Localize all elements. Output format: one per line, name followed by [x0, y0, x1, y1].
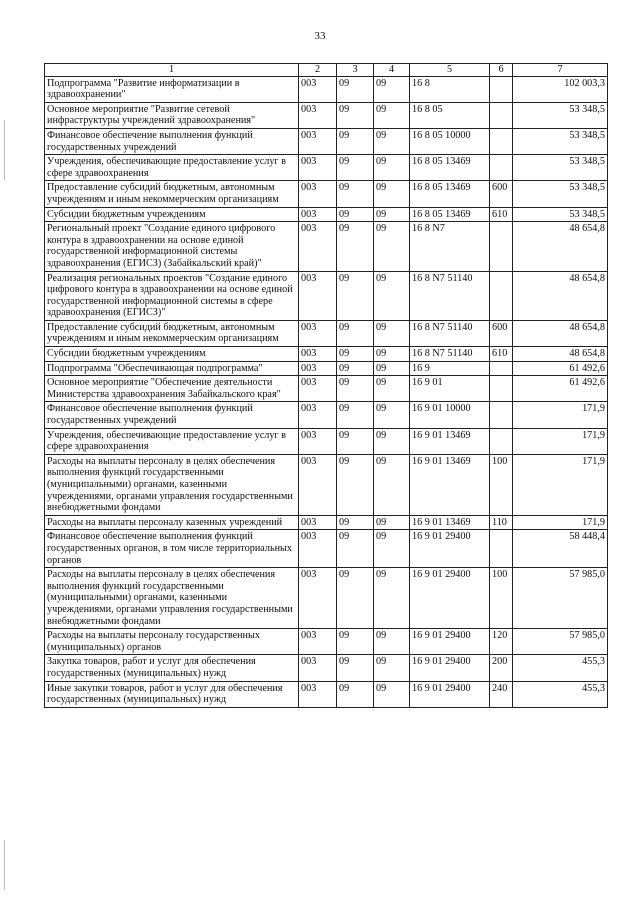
row-name-cell: Финансовое обеспечение выполнения функций государственных органов, в том числе территориальных органов	[45, 530, 299, 568]
code-cell: 003	[299, 222, 337, 271]
expense-type-cell: 600	[490, 320, 513, 346]
target-article-cell: 16 8	[410, 76, 490, 102]
expense-type-cell	[490, 222, 513, 271]
subsection-cell: 09	[374, 207, 410, 222]
column-header: 1	[45, 64, 299, 77]
subsection-cell: 09	[374, 454, 410, 515]
code-cell: 003	[299, 155, 337, 181]
expense-type-cell	[490, 271, 513, 320]
section-cell: 09	[337, 155, 374, 181]
target-article-cell: 16 9 01 29400	[410, 530, 490, 568]
target-article-cell: 16 8 05 13469	[410, 181, 490, 207]
table-row	[45, 402, 608, 428]
amount-cell: 171,9	[513, 428, 608, 454]
row-name-cell: Подпрограмма "Обеспечивающая подпрограмма"	[45, 361, 299, 376]
subsection-cell: 09	[374, 530, 410, 568]
section-cell: 09	[337, 428, 374, 454]
amount-cell: 53 348,5	[513, 207, 608, 222]
expense-type-cell	[490, 376, 513, 402]
table-row	[45, 454, 608, 515]
code-cell: 003	[299, 207, 337, 222]
row-name-cell: Предоставление субсидий бюджетным, автономным учреждениям и иным некоммерческим организациям	[45, 181, 299, 207]
table-header-row	[45, 64, 608, 77]
expense-type-cell	[490, 530, 513, 568]
section-cell: 09	[337, 515, 374, 530]
column-header: 5	[410, 64, 490, 77]
amount-cell: 171,9	[513, 402, 608, 428]
expense-type-cell	[490, 428, 513, 454]
subsection-cell: 09	[374, 515, 410, 530]
code-cell: 003	[299, 428, 337, 454]
subsection-cell: 09	[374, 681, 410, 707]
row-name-cell: Расходы на выплаты персоналу в целях обеспечения выполнения функций государственными (муниципальными) органами, казенными учреждениями, органами управления государственными внебюджетными фондами	[45, 454, 299, 515]
section-cell: 09	[337, 320, 374, 346]
expense-type-cell: 120	[490, 629, 513, 655]
subsection-cell: 09	[374, 568, 410, 629]
code-cell: 003	[299, 347, 337, 362]
section-cell: 09	[337, 655, 374, 681]
section-cell: 09	[337, 681, 374, 707]
table-row	[45, 428, 608, 454]
amount-cell: 48 654,8	[513, 222, 608, 271]
section-cell: 09	[337, 128, 374, 154]
row-name-cell: Закупка товаров, работ и услуг для обеспечения государственных (муниципальных) нужд	[45, 655, 299, 681]
code-cell: 003	[299, 454, 337, 515]
section-cell: 09	[337, 347, 374, 362]
table-row	[45, 102, 608, 128]
amount-cell: 53 348,5	[513, 155, 608, 181]
row-name-cell: Субсидии бюджетным учреждениям	[45, 347, 299, 362]
table-row	[45, 222, 608, 271]
subsection-cell: 09	[374, 402, 410, 428]
subsection-cell: 09	[374, 76, 410, 102]
row-name-cell: Расходы на выплаты персоналу в целях обеспечения выполнения функций государственными (муниципальными) органами, казенными учреждениями, органами управления государственными внебюджетными фондами	[45, 568, 299, 629]
expense-type-cell: 610	[490, 347, 513, 362]
row-name-cell: Учреждения, обеспечивающие предоставление услуг в сфере здравоохранения	[45, 428, 299, 454]
amount-cell: 171,9	[513, 454, 608, 515]
code-cell: 003	[299, 515, 337, 530]
subsection-cell: 09	[374, 128, 410, 154]
page-number: 33	[314, 30, 326, 42]
row-name-cell: Региональный проект "Создание единого цифрового контура в здравоохранении на основе единой государственной информационной системы здравоохранения (ЕГИСЗ) (Забайкальский край)"	[45, 222, 299, 271]
section-cell: 09	[337, 530, 374, 568]
subsection-cell: 09	[374, 320, 410, 346]
target-article-cell: 16 8 N7 51140	[410, 347, 490, 362]
amount-cell: 58 448,4	[513, 530, 608, 568]
amount-cell: 57 985,0	[513, 568, 608, 629]
amount-cell: 61 492,6	[513, 361, 608, 376]
amount-cell: 48 654,8	[513, 347, 608, 362]
amount-cell: 53 348,5	[513, 102, 608, 128]
table-row	[45, 376, 608, 402]
row-name-cell: Финансовое обеспечение выполнения функций государственных учреждений	[45, 402, 299, 428]
expense-type-cell	[490, 402, 513, 428]
subsection-cell: 09	[374, 222, 410, 271]
amount-cell: 455,3	[513, 655, 608, 681]
section-cell: 09	[337, 102, 374, 128]
target-article-cell: 16 8 05 13469	[410, 207, 490, 222]
section-cell: 09	[337, 76, 374, 102]
target-article-cell: 16 9 01 13469	[410, 428, 490, 454]
table-row	[45, 128, 608, 154]
target-article-cell: 16 8 05	[410, 102, 490, 128]
row-name-cell: Финансовое обеспечение выполнения функций государственных учреждений	[45, 128, 299, 154]
amount-cell: 171,9	[513, 515, 608, 530]
code-cell: 003	[299, 402, 337, 428]
target-article-cell: 16 9 01 29400	[410, 568, 490, 629]
column-header: 6	[490, 64, 513, 77]
target-article-cell: 16 8 05 10000	[410, 128, 490, 154]
subsection-cell: 09	[374, 271, 410, 320]
row-name-cell: Иные закупки товаров, работ и услуг для обеспечения государственных (муниципальных) нужд	[45, 681, 299, 707]
expense-type-cell: 100	[490, 568, 513, 629]
subsection-cell: 09	[374, 361, 410, 376]
row-name-cell: Субсидии бюджетным учреждениям	[45, 207, 299, 222]
code-cell: 003	[299, 361, 337, 376]
target-article-cell: 16 9 01 29400	[410, 655, 490, 681]
subsection-cell: 09	[374, 155, 410, 181]
table-row	[45, 655, 608, 681]
table-row	[45, 361, 608, 376]
amount-cell: 53 348,5	[513, 128, 608, 154]
subsection-cell: 09	[374, 655, 410, 681]
expense-type-cell: 600	[490, 181, 513, 207]
expense-type-cell: 610	[490, 207, 513, 222]
code-cell: 003	[299, 681, 337, 707]
expense-type-cell: 110	[490, 515, 513, 530]
expense-type-cell	[490, 128, 513, 154]
expense-type-cell: 100	[490, 454, 513, 515]
table-row	[45, 155, 608, 181]
code-cell: 003	[299, 568, 337, 629]
expense-type-cell	[490, 102, 513, 128]
amount-cell: 48 654,8	[513, 271, 608, 320]
column-header: 7	[513, 64, 608, 77]
row-name-cell: Расходы на выплаты персоналу казенных учреждений	[45, 515, 299, 530]
table-row	[45, 207, 608, 222]
table-row	[45, 629, 608, 655]
expense-type-cell: 200	[490, 655, 513, 681]
amount-cell: 102 003,3	[513, 76, 608, 102]
table-row	[45, 181, 608, 207]
section-cell: 09	[337, 271, 374, 320]
target-article-cell: 16 9 01 13469	[410, 454, 490, 515]
target-article-cell: 16 8 N7	[410, 222, 490, 271]
row-name-cell: Реализация региональных проектов "Создание единого цифрового контура в здравоохранении на основе единой государственной информационной системы в сфере здравоохранения (ЕГИСЗ)"	[45, 271, 299, 320]
budget-table	[44, 63, 608, 708]
row-name-cell: Предоставление субсидий бюджетным, автономным учреждениям и иным некоммерческим организациям	[45, 320, 299, 346]
code-cell: 003	[299, 655, 337, 681]
row-name-cell: Основное мероприятие "Развитие сетевой инфраструктуры учреждений здравоохранения"	[45, 102, 299, 128]
expense-type-cell	[490, 155, 513, 181]
section-cell: 09	[337, 568, 374, 629]
target-article-cell: 16 8 N7 51140	[410, 271, 490, 320]
section-cell: 09	[337, 207, 374, 222]
table-row	[45, 568, 608, 629]
target-article-cell: 16 8 N7 51140	[410, 320, 490, 346]
expense-type-cell: 240	[490, 681, 513, 707]
table-row	[45, 347, 608, 362]
scan-edge-mark	[4, 840, 5, 890]
section-cell: 09	[337, 376, 374, 402]
table-row	[45, 271, 608, 320]
code-cell: 003	[299, 271, 337, 320]
table-body	[45, 76, 608, 707]
target-article-cell: 16 9 01 29400	[410, 629, 490, 655]
code-cell: 003	[299, 376, 337, 402]
target-article-cell: 16 9 01 10000	[410, 402, 490, 428]
row-name-cell: Подпрограмма "Развитие информатизации в здравоохранении"	[45, 76, 299, 102]
subsection-cell: 09	[374, 181, 410, 207]
subsection-cell: 09	[374, 428, 410, 454]
amount-cell: 61 492,6	[513, 376, 608, 402]
code-cell: 003	[299, 629, 337, 655]
code-cell: 003	[299, 76, 337, 102]
table-row	[45, 320, 608, 346]
scan-edge-mark	[4, 120, 5, 180]
code-cell: 003	[299, 102, 337, 128]
section-cell: 09	[337, 222, 374, 271]
target-article-cell: 16 8 05 13469	[410, 155, 490, 181]
subsection-cell: 09	[374, 347, 410, 362]
amount-cell: 455,3	[513, 681, 608, 707]
section-cell: 09	[337, 402, 374, 428]
subsection-cell: 09	[374, 102, 410, 128]
row-name-cell: Основное мероприятие "Обеспечение деятельности Министерства здравоохранения Забайкальского края"	[45, 376, 299, 402]
section-cell: 09	[337, 181, 374, 207]
expense-type-cell	[490, 361, 513, 376]
amount-cell: 57 985,0	[513, 629, 608, 655]
target-article-cell: 16 9 01	[410, 376, 490, 402]
subsection-cell: 09	[374, 376, 410, 402]
section-cell: 09	[337, 454, 374, 515]
target-article-cell: 16 9 01 13469	[410, 515, 490, 530]
row-name-cell: Расходы на выплаты персоналу государственных (муниципальных) органов	[45, 629, 299, 655]
table-row	[45, 681, 608, 707]
target-article-cell: 16 9 01 29400	[410, 681, 490, 707]
table-row	[45, 76, 608, 102]
column-header: 2	[299, 64, 337, 77]
table-row	[45, 530, 608, 568]
amount-cell: 48 654,8	[513, 320, 608, 346]
code-cell: 003	[299, 320, 337, 346]
expense-type-cell	[490, 76, 513, 102]
code-cell: 003	[299, 128, 337, 154]
section-cell: 09	[337, 361, 374, 376]
code-cell: 003	[299, 530, 337, 568]
column-header: 3	[337, 64, 374, 77]
target-article-cell: 16 9	[410, 361, 490, 376]
table-row	[45, 515, 608, 530]
code-cell: 003	[299, 181, 337, 207]
column-header: 4	[374, 64, 410, 77]
subsection-cell: 09	[374, 629, 410, 655]
section-cell: 09	[337, 629, 374, 655]
row-name-cell: Учреждения, обеспечивающие предоставление услуг в сфере здравоохранения	[45, 155, 299, 181]
amount-cell: 53 348,5	[513, 181, 608, 207]
